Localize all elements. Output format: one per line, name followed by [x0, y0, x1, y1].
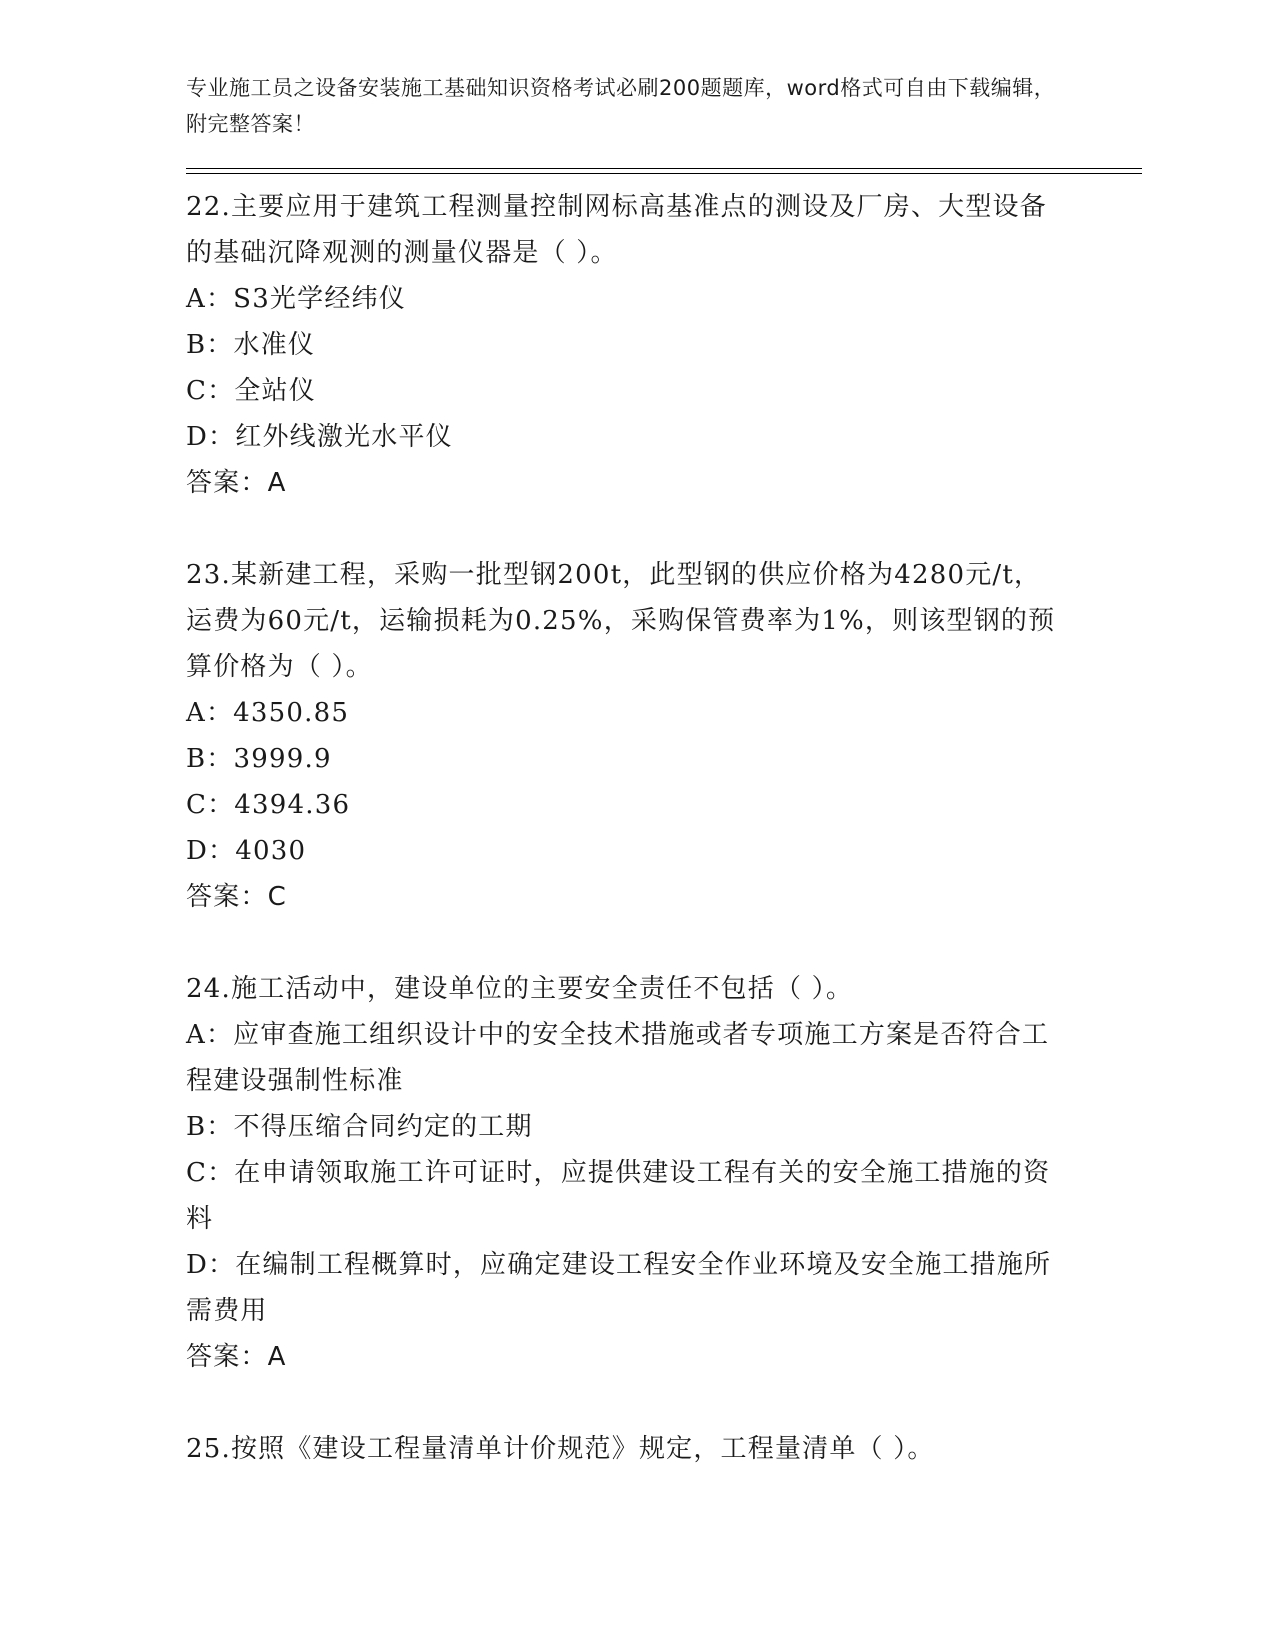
- answer-text: 答案：A: [186, 468, 287, 498]
- question-stem: 24.施工活动中，建设单位的主要安全责任不包括（ ）。: [186, 974, 854, 1004]
- option-b: B：不得压缩合同约定的工期: [186, 1112, 533, 1142]
- option-c: C：在申请领取施工许可证时，应提供建设工程有关的安全施工措施的资料: [186, 1158, 1051, 1234]
- option-b: B：3999.9: [186, 744, 332, 774]
- option-c: C：全站仪: [186, 376, 316, 406]
- answer-text: 答案：C: [186, 882, 287, 912]
- option-d: D：红外线激光水平仪: [186, 422, 453, 452]
- document-page: [186, 70, 1142, 1518]
- option-d: D：在编制工程概算时，应确定建设工程安全作业环境及安全施工措施所需费用: [186, 1250, 1052, 1326]
- question-25: [186, 1426, 1142, 1472]
- option-b: B：水准仪: [186, 330, 316, 360]
- option-a: A：应审查施工组织设计中的安全技术措施或者专项施工方案是否符合工程建设强制性标准: [186, 1020, 1050, 1096]
- question-list: [186, 184, 1142, 1472]
- question-stem: 22.主要应用于建筑工程测量控制网标高基准点的测设及厂房、大型设备的基础沉降观测的测量仪器是（ ）。: [186, 192, 1047, 268]
- option-c: C：4394.36: [186, 790, 351, 820]
- question-24: [186, 966, 1142, 1380]
- question-stem: 23.某新建工程，采购一批型钢200t，此型钢的供应价格为4280元/t，运费为60元/t，运输损耗为0.25%，采购保管费率为1%，则该型钢的预算价格为（ ）。: [186, 560, 1056, 682]
- document-header: 专业施工员之设备安装施工基础知识资格考试必刷200题题库，word格式可自由下载编辑，附完整答案！: [186, 76, 1056, 136]
- question-stem: 25.按照《建设工程量清单计价规范》规定，工程量清单（ ）。: [186, 1434, 935, 1464]
- answer-text: 答案：A: [186, 1342, 287, 1372]
- header-divider: [186, 168, 1142, 174]
- option-d: D：4030: [186, 836, 307, 866]
- question-23: [186, 552, 1142, 920]
- option-a: A：S3光学经纬仪: [186, 284, 406, 314]
- question-22: [186, 184, 1142, 506]
- option-a: A：4350.85: [186, 698, 350, 728]
